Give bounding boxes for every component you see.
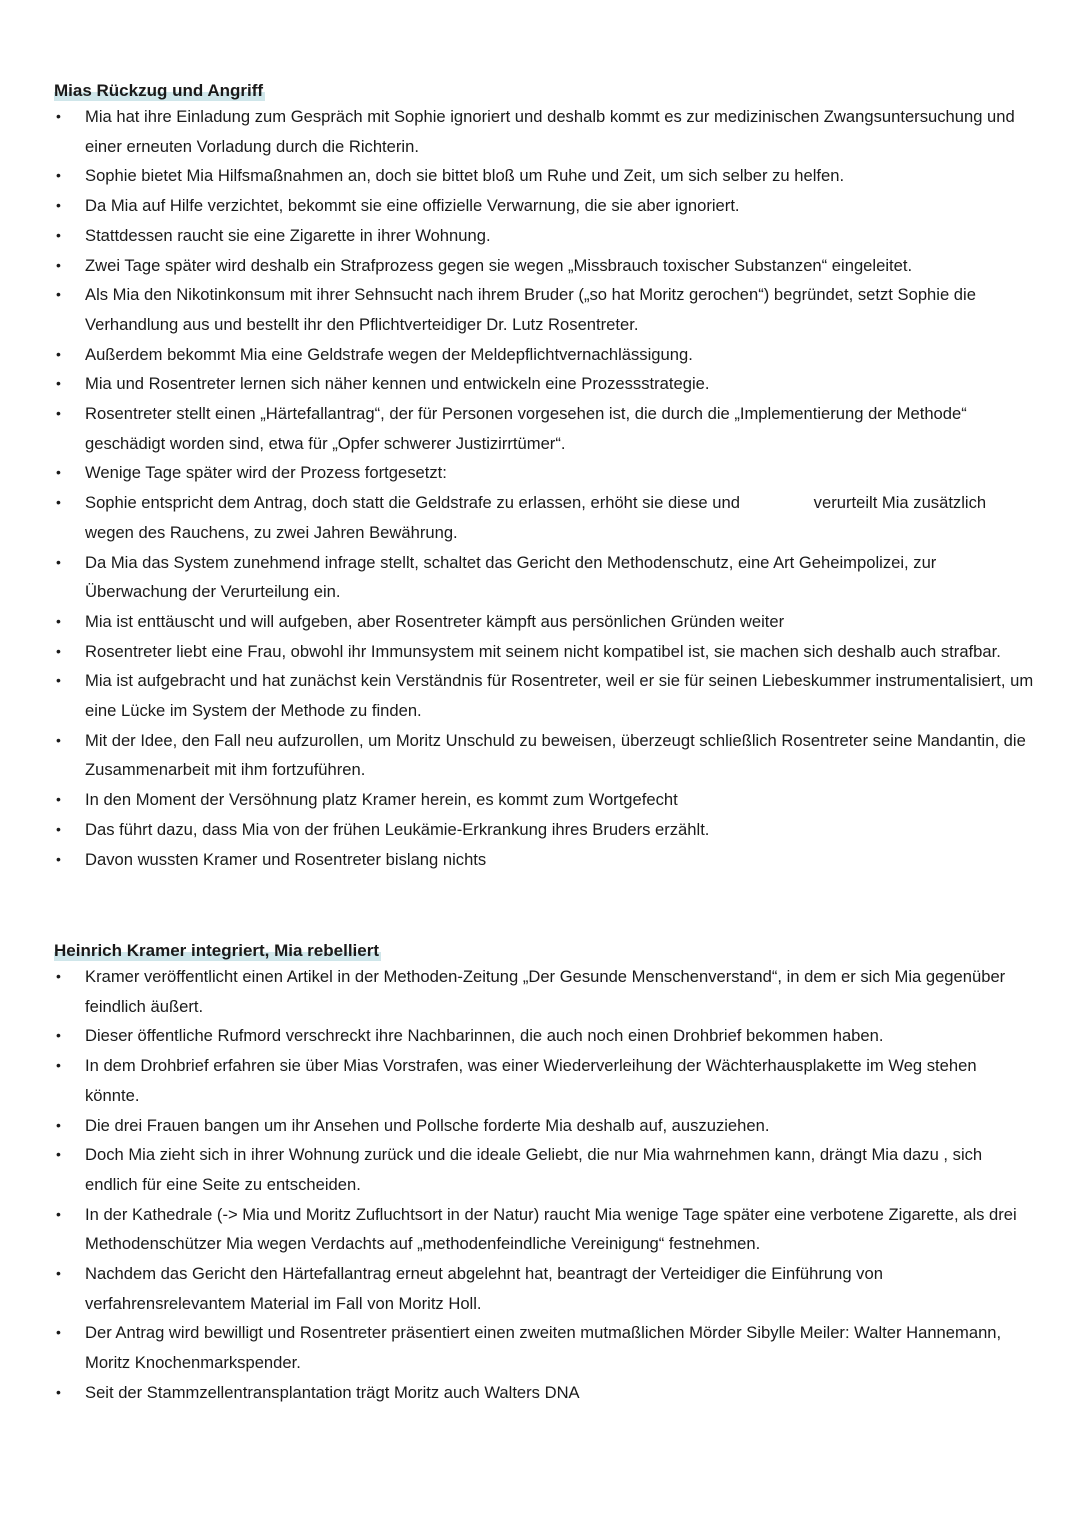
list-item — [54, 280, 1034, 339]
section-mias-rueckzug — [54, 80, 1034, 874]
list-item — [54, 369, 1034, 399]
bullet-icon: • — [56, 345, 61, 362]
bullet-icon: • — [56, 553, 61, 570]
list-item — [54, 607, 1034, 637]
bullet-icon: • — [56, 1057, 61, 1074]
list-item — [54, 1051, 1034, 1110]
list-item-text: Davon wussten Kramer und Rosentreter bislang nichts — [85, 849, 487, 869]
list-item — [54, 815, 1034, 845]
section-heading: Mias Rückzug und Angriff — [54, 81, 264, 100]
bullet-icon: • — [56, 286, 61, 303]
bullet-icon: • — [56, 494, 61, 511]
list-item — [54, 161, 1034, 191]
bullet-icon: • — [56, 1116, 61, 1133]
bullet-icon: • — [56, 850, 61, 867]
bullet-icon: • — [56, 642, 61, 659]
list-item — [54, 1378, 1034, 1408]
list-item-text: Mia ist enttäuscht und will aufgeben, aber Rosentreter kämpft aus persönlichen Gründen weiter — [85, 611, 785, 631]
bullet-icon: • — [56, 731, 61, 748]
list-item-text: In der Kathedrale (-> Mia und Moritz Zufluchtsort in der Natur) raucht Mia wenige Tage später eine verbotene Zigarette, als drei Methodenschützer Mia wegen Verdachts auf „methodenfeindliche Vereinigung“ festnehmen. — [85, 1204, 1017, 1254]
bullet-icon: • — [56, 226, 61, 243]
bullet-list — [54, 962, 1034, 1408]
bullet-list — [54, 102, 1034, 874]
list-item-text: Dieser öffentliche Rufmord verschreckt ihre Nachbarinnen, die auch noch einen Drohbrief bekommen haben. — [85, 1026, 884, 1046]
list-item — [54, 845, 1034, 875]
bullet-icon: • — [56, 167, 61, 184]
list-item-text: Rosentreter stellt einen „Härtefallantrag“, der für Personen vorgesehen ist, die durch die „Implementierung der Methode“ geschädigt worden sind, etwa für „Opfer schwerer Justizirrtümer“. — [85, 404, 967, 453]
list-item — [54, 637, 1034, 667]
list-item-text: Zwei Tage später wird deshalb ein Strafprozess gegen sie wegen „Missbrauch toxischer Substanzen“ eingeleitet. — [85, 255, 913, 275]
list-item — [54, 488, 1034, 547]
list-item-text: Außerdem bekommt Mia eine Geldstrafe wegen der Meldepflichtvernachlässigung. — [85, 344, 693, 364]
list-item — [54, 1259, 1034, 1318]
list-item — [54, 1318, 1034, 1377]
list-item-text: Da Mia auf Hilfe verzichtet, bekommt sie eine offizielle Verwarnung, die sie aber ignoriert. — [85, 196, 740, 216]
list-item-text: Als Mia den Nikotinkonsum mit ihrer Sehnsucht nach ihrem Bruder („so hat Moritz gerochen“) begründet, setzt Sophie die Verhandlung aus und bestellt ihr den Pflichtverteidiger Dr. Lutz Rosentreter. — [85, 285, 976, 334]
list-item-text: Das führt dazu, dass Mia von der frühen Leukämie-Erkrankung ihres Bruders erzählt. — [85, 819, 710, 839]
bullet-icon: • — [56, 1027, 61, 1044]
list-item-text: Seit der Stammzellentransplantation trägt Moritz auch Walters DNA — [85, 1382, 580, 1402]
list-item — [54, 785, 1034, 815]
list-item-text: Stattdessen raucht sie eine Zigarette in ihrer Wohnung. — [85, 225, 491, 245]
list-item-text: Mia und Rosentreter lernen sich näher kennen und entwickeln eine Prozessstrategie. — [85, 374, 710, 394]
list-item — [54, 251, 1034, 281]
list-item-text: Mit der Idee, den Fall neu aufzurollen, um Moritz Unschuld zu beweisen, überzeugt schließlich Rosentreter seine Mandantin, die Zusammenarbeit mit ihm fortzuführen. — [85, 730, 1026, 780]
bullet-icon: • — [56, 464, 61, 481]
bullet-icon: • — [56, 1146, 61, 1163]
list-item-text: Nachdem das Gericht den Härtefallantrag erneut abgelehnt hat, beantragt der Verteidiger die Einführung von verfahrensrelevantem Material im Fall von Moritz Holl. — [85, 1264, 883, 1313]
list-item — [54, 399, 1034, 458]
list-item — [54, 1140, 1034, 1199]
bullet-icon: • — [56, 820, 61, 837]
bullet-icon: • — [56, 1383, 61, 1400]
section-heading: Heinrich Kramer integriert, Mia rebelliert — [54, 941, 379, 960]
bullet-icon: • — [56, 1205, 61, 1222]
bullet-icon: • — [56, 968, 61, 984]
bullet-icon: • — [56, 375, 61, 392]
list-item-text: Da Mia das System zunehmend infrage stellt, schaltet das Gericht den Methodenschutz, eine Art Geheimpolizei, zur Überwachung der Verurteilung ein. — [85, 552, 937, 602]
bullet-icon: • — [56, 791, 61, 808]
list-item-text: Wenige Tage später wird der Prozess fortgesetzt: — [85, 463, 447, 483]
list-item — [54, 102, 1034, 161]
list-item-text: Sophie entspricht dem Antrag, doch statt die Geldstrafe zu erlassen, erhöht sie diese und verurteilt Mia zusätzlich wegen des Rauchens, zu zwei Jahren Bewährung. — [85, 493, 991, 542]
list-item-text: In dem Drohbrief erfahren sie über Mias Vorstrafen, was einer Wiederverleihung der Wächterhausplakette im Weg stehen könnte. — [85, 1056, 977, 1105]
list-item-text: Sophie bietet Mia Hilfsmaßnahmen an, doch sie bittet bloß um Ruhe und Zeit, um sich selber zu helfen. — [85, 166, 845, 186]
list-item — [54, 666, 1034, 725]
list-item — [54, 548, 1034, 607]
list-item-text: In den Moment der Versöhnung platz Kramer herein, es kommt zum Wortgefecht — [85, 790, 678, 810]
bullet-icon: • — [56, 1324, 61, 1341]
list-item-text: Kramer veröffentlicht einen Artikel in der Methoden-Zeitung „Der Gesunde Menschenverstand“, in dem er sich Mia gegenüber feindlich äußert. — [85, 967, 1006, 1016]
list-item — [54, 726, 1034, 785]
list-item — [54, 340, 1034, 370]
list-item — [54, 1021, 1034, 1051]
list-item-text: Die drei Frauen bangen um ihr Ansehen und Pollsche forderte Mia deshalb auf, auszuziehen. — [85, 1115, 770, 1135]
section-heinrich-kramer — [54, 940, 1034, 1408]
list-item — [54, 1200, 1034, 1259]
bullet-icon: • — [56, 612, 61, 629]
bullet-icon: • — [56, 256, 61, 273]
list-item — [54, 458, 1034, 488]
list-item — [54, 962, 1034, 1021]
list-item-text: Mia ist aufgebracht und hat zunächst kein Verständnis für Rosentreter, weil er sie für seinen Liebeskummer instrumentalisiert, um eine Lücke im System der Methode zu finden. — [85, 671, 1034, 721]
bullet-icon: • — [56, 197, 61, 214]
list-item — [54, 191, 1034, 221]
list-item-text: Doch Mia zieht sich in ihrer Wohnung zurück und die ideale Geliebt, die nur Mia wahrnehmen kann, drängt Mia dazu , sich endlich für eine Seite zu entscheiden. — [85, 1145, 983, 1194]
list-item-text: Mia hat ihre Einladung zum Gespräch mit Sophie ignoriert und deshalb kommt es zur medizinischen Zwangsuntersuchung und einer erneuten Vorladung durch die Richterin. — [85, 107, 1015, 156]
list-item-text: Rosentreter liebt eine Frau, obwohl ihr Immunsystem mit seinem nicht kompatibel ist, sie machen sich deshalb auch strafbar. — [85, 641, 1001, 661]
list-item-text: Der Antrag wird bewilligt und Rosentreter präsentiert einen zweiten mutmaßlichen Mörder Sibylle Meiler: Walter Hannemann, Moritz Knochenmarkspender. — [85, 1323, 1002, 1373]
list-item — [54, 221, 1034, 251]
list-item — [54, 1111, 1034, 1141]
bullet-icon: • — [56, 405, 61, 422]
bullet-icon: • — [56, 672, 61, 689]
bullet-icon: • — [56, 1265, 61, 1282]
bullet-icon: • — [56, 108, 61, 124]
